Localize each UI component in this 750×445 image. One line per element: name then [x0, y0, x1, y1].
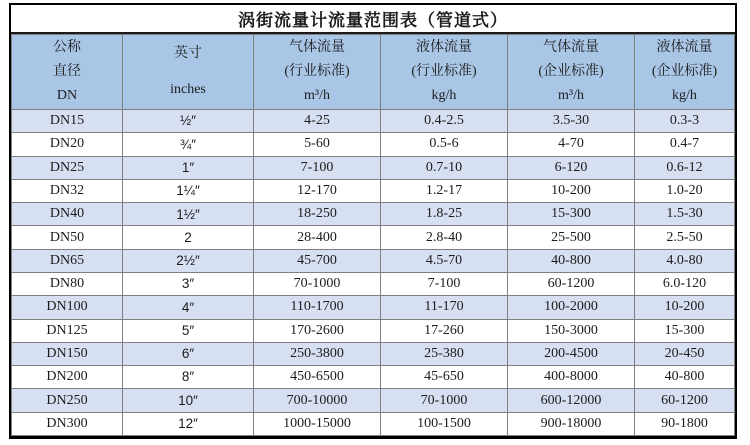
table-row [12, 412, 735, 435]
table-cell: DN20 [12, 133, 123, 156]
flow-range-table [11, 34, 735, 436]
table-cell: 0.3-3 [635, 110, 735, 133]
table-cell: 18-250 [254, 203, 381, 226]
table-cell: 70-1000 [381, 389, 508, 412]
table-cell: DN65 [12, 249, 123, 272]
table-row [12, 156, 735, 179]
table-cell: 6.0-120 [635, 272, 735, 295]
table-cell: 10-200 [635, 296, 735, 319]
table-cell: 600-12000 [508, 389, 635, 412]
table-cell: 4-25 [254, 110, 381, 133]
table-row [12, 319, 735, 342]
column-header-line: kg/h [431, 88, 457, 103]
table-cell: 3″ [123, 272, 254, 295]
table-cell: 100-2000 [508, 296, 635, 319]
table-cell: 3.5-30 [508, 110, 635, 133]
table-cell: DN300 [12, 412, 123, 435]
table-cell: 45-650 [381, 366, 508, 389]
table-cell: 150-3000 [508, 319, 635, 342]
table-cell: 7-100 [381, 272, 508, 295]
table-cell: 20-450 [635, 342, 735, 365]
table-cell: 4.0-80 [635, 249, 735, 272]
table-cell: 5″ [123, 319, 254, 342]
table-body [12, 110, 735, 436]
column-header [123, 35, 254, 110]
table-cell: ½″ [123, 110, 254, 133]
table-cell: DN80 [12, 272, 123, 295]
table-cell: 4-70 [508, 133, 635, 156]
column-header-line: (行业标准) [411, 64, 477, 79]
column-header-line: 气体流量 [289, 40, 345, 55]
table-cell: 0.5-6 [381, 133, 508, 156]
table-row [12, 366, 735, 389]
table-cell: 0.4-7 [635, 133, 735, 156]
column-header-line: 直径 [53, 64, 81, 79]
column-header-line: 液体流量 [656, 40, 713, 55]
table-cell: 4″ [123, 296, 254, 319]
table-cell: 12″ [123, 412, 254, 435]
table-cell: DN100 [12, 296, 123, 319]
table-row [12, 179, 735, 202]
table-cell: DN25 [12, 156, 123, 179]
table-cell: 40-800 [635, 366, 735, 389]
table-cell: 6″ [123, 342, 254, 365]
table-cell: 2½″ [123, 249, 254, 272]
table-cell: 60-1200 [635, 389, 735, 412]
table-cell: 700-10000 [254, 389, 381, 412]
table-cell: 10″ [123, 389, 254, 412]
column-header-line: DN [56, 88, 78, 103]
table-cell: 25-500 [508, 226, 635, 249]
column-header-line: 液体流量 [416, 40, 472, 55]
column-header [381, 35, 508, 110]
table-cell: 40-800 [508, 249, 635, 272]
table-cell: 1¼″ [123, 179, 254, 202]
table-cell: 5-60 [254, 133, 381, 156]
table-cell: 15-300 [508, 203, 635, 226]
column-header-line: 公称 [53, 40, 81, 55]
table-cell: 110-1700 [254, 296, 381, 319]
table-cell: 60-1200 [508, 272, 635, 295]
table-cell: 90-1800 [635, 412, 735, 435]
table-cell: 0.7-10 [381, 156, 508, 179]
table-cell: 15-300 [635, 319, 735, 342]
table-row [12, 389, 735, 412]
table-cell: 2 [123, 226, 254, 249]
column-header-line: m³/h [304, 88, 330, 103]
table-row [12, 342, 735, 365]
table-cell: 170-2600 [254, 319, 381, 342]
table-cell: 250-3800 [254, 342, 381, 365]
table-row [12, 203, 735, 226]
table-cell: 0.4-2.5 [381, 110, 508, 133]
table-cell: 1000-15000 [254, 412, 381, 435]
table-cell: 10-200 [508, 179, 635, 202]
column-header-line: (行业标准) [284, 64, 350, 79]
table-cell: 1″ [123, 156, 254, 179]
table-cell: 200-4500 [508, 342, 635, 365]
table-cell: ¾″ [123, 133, 254, 156]
table-row [12, 272, 735, 295]
table-row [12, 226, 735, 249]
column-header [254, 35, 381, 110]
table-cell: 1.5-30 [635, 203, 735, 226]
table-cell: 100-1500 [381, 412, 508, 435]
table-cell: 6-120 [508, 156, 635, 179]
table-cell: 11-170 [381, 296, 508, 319]
table-cell: 70-1000 [254, 272, 381, 295]
column-header-line: kg/h [672, 88, 697, 103]
flow-range-table-frame [9, 3, 737, 439]
column-header [508, 35, 635, 110]
table-cell: 8″ [123, 366, 254, 389]
table-cell: DN250 [12, 389, 123, 412]
table-cell: 0.6-12 [635, 156, 735, 179]
column-header-line: inches [170, 82, 206, 97]
table-cell: DN125 [12, 319, 123, 342]
table-cell: 1½″ [123, 203, 254, 226]
header-row [12, 35, 735, 110]
column-header [12, 35, 123, 110]
column-header-line: (企业标准) [538, 64, 604, 79]
table-cell: 2.5-50 [635, 226, 735, 249]
table-cell: DN150 [12, 342, 123, 365]
table-row [12, 133, 735, 156]
table-cell: 2.8-40 [381, 226, 508, 249]
column-header [635, 35, 735, 110]
table-cell: DN200 [12, 366, 123, 389]
table-cell: DN40 [12, 203, 123, 226]
column-header-line: m³/h [558, 88, 584, 103]
table-cell: 25-380 [381, 342, 508, 365]
table-cell: DN50 [12, 226, 123, 249]
table-cell: 1.0-20 [635, 179, 735, 202]
column-header-line: 气体流量 [543, 40, 599, 55]
table-row [12, 110, 735, 133]
table-cell: 450-6500 [254, 366, 381, 389]
table-row [12, 296, 735, 319]
table-cell: 1.2-17 [381, 179, 508, 202]
table-cell: DN15 [12, 110, 123, 133]
table-cell: 17-260 [381, 319, 508, 342]
table-title: 涡街流量计流量范围表（管道式） [11, 5, 735, 34]
table-cell: 1.8-25 [381, 203, 508, 226]
table-cell: 400-8000 [508, 366, 635, 389]
table-cell: 4.5-70 [381, 249, 508, 272]
column-header-line: (企业标准) [651, 64, 718, 79]
table-cell: 12-170 [254, 179, 381, 202]
table-cell: 900-18000 [508, 412, 635, 435]
table-cell: 7-100 [254, 156, 381, 179]
table-header [12, 35, 735, 110]
column-header-line: 英寸 [174, 46, 202, 61]
table-cell: DN32 [12, 179, 123, 202]
table-row [12, 249, 735, 272]
table-cell: 45-700 [254, 249, 381, 272]
table-cell: 28-400 [254, 226, 381, 249]
